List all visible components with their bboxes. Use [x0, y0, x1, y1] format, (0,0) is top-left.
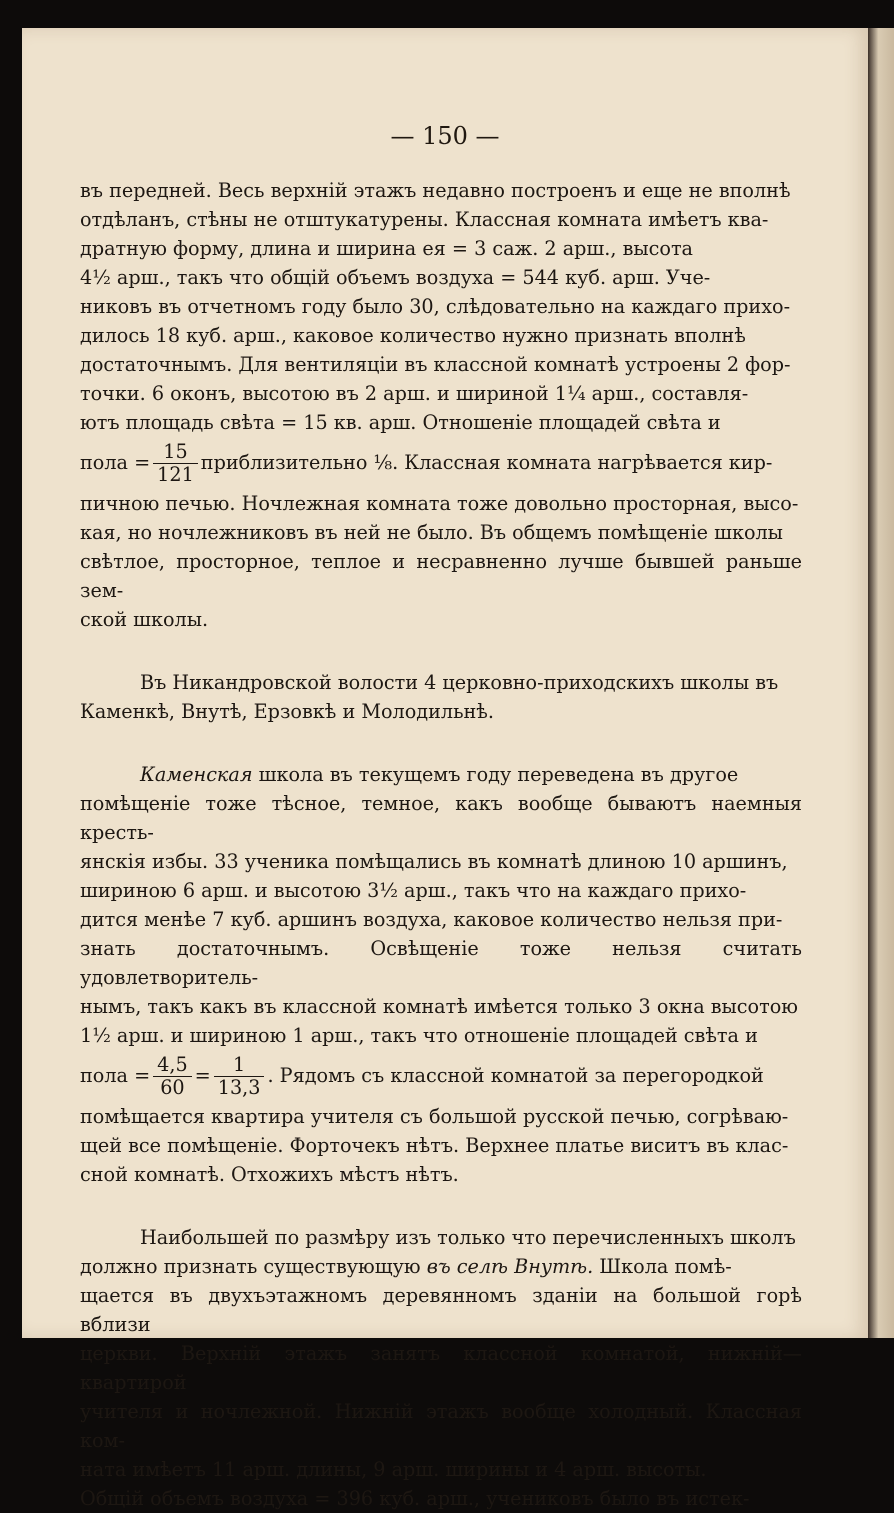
text-line: учителя и ночлежной. Нижній этажъ вообще холодный. Классная ком- [80, 1400, 802, 1452]
text-line: достаточнымъ. Для вентиляціи въ классной комнатѣ устроены 2 фор- [80, 353, 791, 376]
formula-suffix: . Рядомъ съ классной комнатой за перегородкой [267, 1064, 764, 1087]
text-line: шириною 6 арш. и высотою 3½ арш., такъ что на каждаго прихо- [80, 879, 747, 902]
italic-place-name: въ селѣ Внутѣ. [426, 1255, 594, 1278]
formula-line [80, 1050, 802, 1102]
fraction-denominator: 60 [160, 1075, 185, 1099]
text-line: помѣщается квартира учителя съ большой русской печью, согрѣваю- [80, 1105, 789, 1128]
text-line: нымъ, такъ какъ въ классной комнатѣ имѣется только 3 окна высотою [80, 995, 798, 1018]
paragraph-4 [80, 1223, 802, 1513]
text-line: щается въ двухъэтажномъ деревянномъ зданіи на большой горѣ вблизи [80, 1284, 802, 1336]
text-run: должно признать существующую [80, 1255, 427, 1278]
text-run: Школа помѣ- [593, 1255, 732, 1278]
text-line: знать достаточнымъ. Освѣщеніе тоже нельзя считать удовлетворитель- [80, 937, 802, 989]
fraction [153, 441, 198, 486]
text-line: ской школы. [80, 608, 209, 631]
text-line: церкви. Верхній этажъ занятъ классной комнатой, нижній—квартирой [80, 1342, 802, 1394]
text-line: дилось 18 куб. арш., каковое количество нужно признать вполнѣ [80, 324, 746, 347]
text-line [80, 760, 802, 789]
text-line: пичною печью. Ночлежная комната тоже довольно просторная, высо- [80, 492, 799, 515]
italic-place-name: Каменская [140, 763, 253, 786]
text-line: 1½ арш. и шириною 1 арш., такъ что отношеніе площадей свѣта и [80, 1024, 758, 1047]
next-page-edge [868, 28, 894, 1338]
text-line: кая, но ночлежниковъ въ ней не было. Въ общемъ помѣщеніе школы [80, 521, 783, 544]
text-line: отдѣланъ, стѣны не отштукатурены. Классная комната имѣетъ ква- [80, 208, 769, 231]
fraction [214, 1054, 265, 1099]
text-line: 4½ арш., такъ что общій объемъ воздуха = 544 куб. арш. Уче- [80, 266, 711, 289]
text-line: Въ Никандровской волости 4 церковно-приходскихъ школы въ [140, 671, 779, 694]
text-line: Общій объемъ воздуха = 396 куб. арш., учениковъ было въ истек- [80, 1487, 750, 1510]
paragraph-1 [80, 176, 802, 634]
fraction-numerator: 15 [153, 441, 198, 464]
text-line: свѣтлое, просторное, теплое и несравненно лучше бывшей раньше зем- [80, 550, 802, 602]
page-number: — 150 — [390, 122, 500, 150]
paragraph-2 [80, 668, 802, 726]
formula-prefix: пола = [80, 451, 151, 474]
text-line: янскія избы. 33 ученика помѣщались въ комнатѣ длиною 10 аршинъ, [80, 850, 788, 873]
page-text [80, 176, 802, 1513]
text-line: Каменкѣ, Внутѣ, Ерзовкѣ и Молодильнѣ. [80, 700, 494, 723]
fraction-denominator: 13,3 [217, 1075, 261, 1099]
fraction-numerator: 1 [214, 1054, 265, 1077]
text-line: ната имѣетъ 11 арш. длины, 9 арш. ширины и 4 арш. высоты. [80, 1458, 707, 1481]
text-line: сной комнатѣ. Отхожихъ мѣстъ нѣтъ. [80, 1163, 459, 1186]
text-line [80, 1252, 802, 1281]
fraction-numerator: 4,5 [153, 1054, 192, 1077]
text-line: помѣщеніе тоже тѣсное, темное, какъ вообще бываютъ наемныя кресть- [80, 792, 802, 844]
text-line: ютъ площадь свѣта = 15 кв. арш. Отношеніе площадей свѣта и [80, 411, 721, 434]
formula-prefix: пола = [80, 1064, 151, 1087]
text-line: дится менѣе 7 куб. аршинъ воздуха, каковое количество нельзя при- [80, 908, 783, 931]
text-line: точки. 6 оконъ, высотою въ 2 арш. и шириной 1¼ арш., составля- [80, 382, 749, 405]
text-line: дратную форму, длина и ширина ея = 3 саж. 2 арш., высота [80, 237, 693, 260]
fraction [153, 1054, 192, 1099]
formula-line [80, 437, 802, 489]
formula-suffix: приблизительно ⅛. Классная комната нагрѣвается кир- [200, 451, 773, 474]
text-line: никовъ въ отчетномъ году было 30, слѣдовательно на каждаго прихо- [80, 295, 791, 318]
fraction-denominator: 121 [157, 462, 194, 486]
equals-sign: = [194, 1064, 211, 1087]
text-line: щей все помѣщеніе. Форточекъ нѣтъ. Верхнее платье виситъ въ клас- [80, 1134, 789, 1157]
paragraph-3 [80, 760, 802, 1189]
book-page [22, 28, 868, 1510]
text-line: Наибольшей по размѣру изъ только что перечисленныхъ школъ [140, 1226, 796, 1249]
text-run: школа въ текущемъ году переведена въ другое [252, 763, 739, 786]
text-line: въ передней. Весь верхній этажъ недавно построенъ и еще не вполнѣ [80, 179, 791, 202]
